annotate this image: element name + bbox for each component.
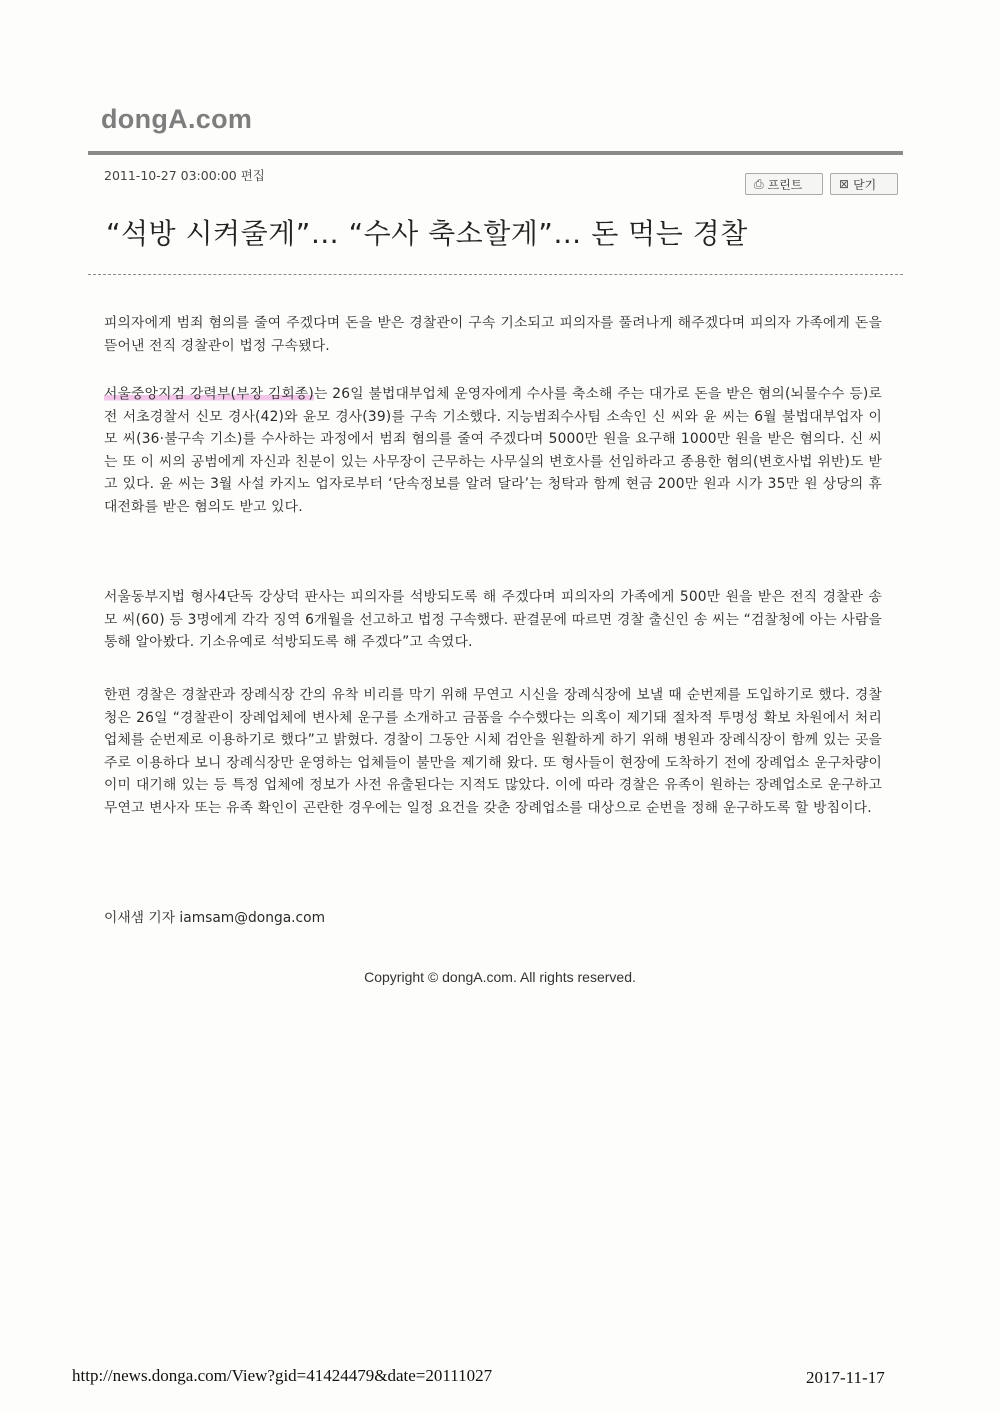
edit-date: 2011-10-27 03:00:00 편집: [104, 168, 265, 183]
print-button-label: 프린트: [767, 177, 803, 192]
close-icon: ⊠: [839, 177, 850, 191]
footer-url: http://news.donga.com/View?gid=41424479&date=20111027: [72, 1366, 493, 1385]
article-paragraph-3: 서울동부지법 형사4단독 강상덕 판사는 피의자를 석방되도록 해 주겠다며 피의자의 가족에게 500만 원을 받은 전직 경찰관 송모 씨(60) 등 3명에게 각각 징역 6개월을 선고하고 법정 구속했다. 판결문에 따르면 경찰 출신인 송 씨는 “검찰청에 아는 사람을 통해 알아봤다. 기소유예로 석방되도록 해 주겠다”고 속였다.: [104, 589, 882, 650]
close-button-label: 닫기: [853, 177, 877, 192]
article-paragraph-2: [104, 383, 882, 518]
copyright-notice: Copyright © dongA.com. All rights reserved.: [364, 969, 636, 985]
article-paragraph-1: 피의자에게 범죄 혐의를 줄여 주겠다며 돈을 받은 경찰관이 구속 기소되고 피의자를 풀려나게 해주겠다며 피의자 가족에게 돈을 뜯어낸 전직 경찰관이 법정 구속됐다.: [104, 315, 882, 354]
header-rule: [88, 151, 903, 155]
headline-divider: [88, 274, 903, 275]
article-headline: “석방 시켜줄게”… “수사 축소할게”… 돈 먹는 경찰: [106, 217, 748, 250]
footer-print-date: 2017-11-17: [806, 1368, 885, 1387]
printer-icon: ⎙: [754, 176, 764, 191]
close-button[interactable]: [830, 173, 898, 195]
byline: 이새샘 기자 iamsam@donga.com: [104, 910, 326, 926]
highlighted-text: 서울중앙지검 강력부(부장 김회종): [104, 386, 314, 402]
article-paragraph-4: 한편 경찰은 경찰관과 장례식장 간의 유착 비리를 막기 위해 무연고 시신을 장례식장에 보낼 때 순번제를 도입하기로 했다. 경찰청은 26일 “경찰관이 장례업체에 변사체 운구를 소개하고 금품을 수수했다는 의혹이 제기돼 절차적 투명성 확보 차원에서 처리 업체를 순번제로 이용하기로 했다”고 밝혔다. 경찰이 그동안 시체 검안을 원활하게 하기 위해 병원과 장례식장이 함께 있는 곳을 주로 이용하다 보니 장례식장만 운영하는 업체들이 불만을 제기해 왔다. 또 형사들이 현장에 도착하기 전에 장례업소 운구차량이 이미 대기해 있는 등 특정 업체에 정보가 사전 유출된다는 지적도 많았다. 이에 따라 경찰은 유족이 원하는 장례업소로 운구하고 무연고 변사자 또는 유족 확인이 곤란한 경우에는 일정 요건을 갖춘 장례업소를 대상으로 순번을 정해 운구하도록 할 방침이다.: [104, 687, 882, 816]
paragraph-2-text: 는 26일 불법대부업체 운영자에게 수사를 축소해 주는 대가로 돈을 받은 혐의(뇌물수수 등)로 전 서초경찰서 신모 경사(42)와 윤모 경사(39)를 구속 기소했다. 지능범죄수사팀 소속인 신 씨와 윤 씨는 6월 불법대부업자 이모 씨(36·불구속 기소)를 수사하는 과정에서 범죄 혐의를 줄여 주겠다며 5000만 원을 요구해 1000만 원을 받은 혐의다. 신 씨는 또 이 씨의 공범에게 자신과 친분이 있는 사무장이 근무하는 사무실의 변호사를 선임하라고 종용한 혐의(변호사법 위반)도 받고 있다. 윤 씨는 3월 사설 카지노 업자로부터 ‘단속정보를 알려 달라’는 청탁과 함께 현금 200만 원과 시가 35만 원 상당의 휴대전화를 받은 혐의도 받고 있다.: [104, 386, 883, 515]
donga-logo[interactable]: dongA.com: [101, 104, 253, 134]
print-button[interactable]: [745, 173, 823, 195]
